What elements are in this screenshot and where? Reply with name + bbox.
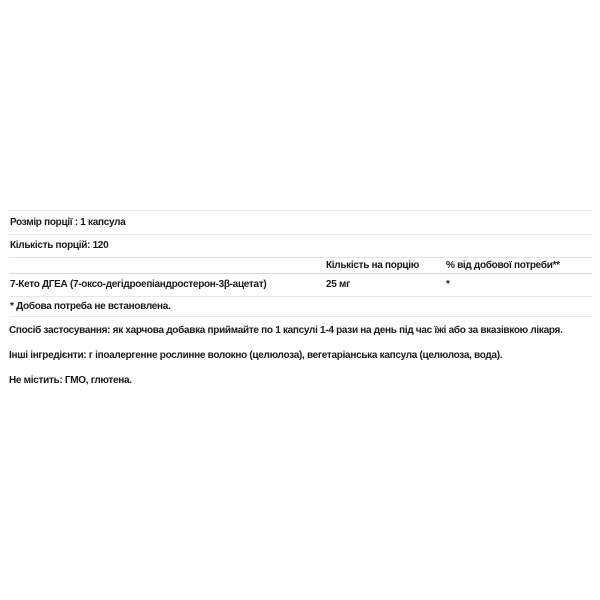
free-of-text: Не містить: ГМО, глютена. xyxy=(9,375,132,386)
table-header-row xyxy=(9,257,592,273)
product-info-paragraphs xyxy=(9,324,592,388)
column-header-daily-value: % від добової потреби** xyxy=(446,259,560,271)
serving-size-label: Розмір порції : 1 капсула xyxy=(10,216,126,228)
daily-value-footnote: * Добова потреба не встановлена. xyxy=(10,300,171,312)
other-ingredients-text: Інші інгредієнти: г іпоалергенне рослинне волокно (целюлоза), вегетаріанська капсула (целюлоза, вода). xyxy=(9,350,503,361)
ingredient-amount: 25 мг xyxy=(326,279,350,290)
ingredient-daily-value: * xyxy=(446,279,450,290)
servings-per-container-label: Кількість порцій: 120 xyxy=(10,240,109,251)
directions-text: Спосіб застосування: як харчова добавка приймайте по 1 капсулі 1-4 рази на день під час їжі або за вказівкою лікаря. xyxy=(9,325,563,336)
supplement-facts-table xyxy=(9,210,592,399)
ingredient-name: 7-Кето ДГЕА (7-оксо-дегідроепіандростерон-3β-ацетат) xyxy=(10,279,267,290)
table-row xyxy=(9,273,592,296)
servings-per-container-row xyxy=(9,234,592,257)
serving-size-row xyxy=(9,210,592,234)
footnote-row xyxy=(9,296,592,317)
column-header-amount-per-serving: Кількість на порцію xyxy=(326,259,419,271)
